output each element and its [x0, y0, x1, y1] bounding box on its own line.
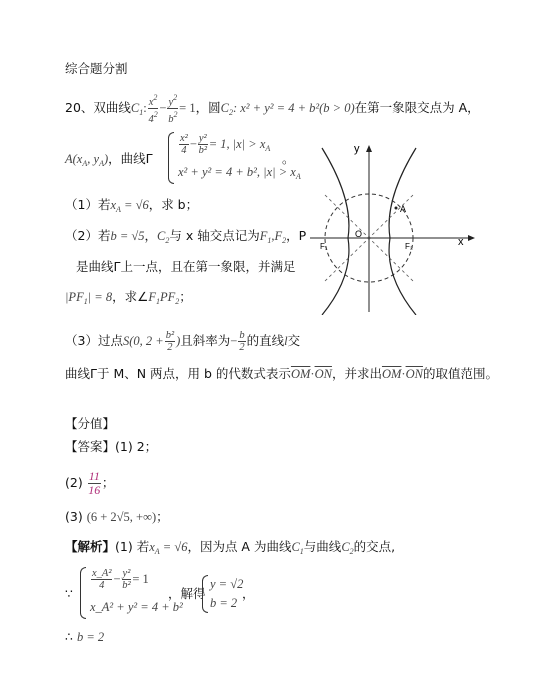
- system-eq-1: $\frac{\text{x\_A²}}{4}$ − $\frac{\text{y²}}{\text{b²}}$ = 1: [92, 568, 149, 591]
- c1-symbol: $C_1$: [130, 101, 144, 117]
- problem-number: 20、: [65, 100, 94, 115]
- c2-equation: : x² + y² = 4 + b²(b > 0): [232, 101, 355, 115]
- text: 双曲线: [93, 100, 131, 115]
- analysis-line-1: 【解析】(1) 若$x_A = √6$，因为点 A 为曲线$C_1$与曲线$C_2$的交点,: [65, 539, 396, 556]
- y-axis-label: y: [354, 143, 360, 155]
- system-eq-2: x_A² + y² = 4 + b²: [90, 600, 183, 614]
- question-1: （1）若$x_A = √6$，求 b；: [65, 197, 199, 214]
- section-title: 综合题分割: [65, 61, 128, 76]
- f1-label: F₁: [320, 242, 328, 251]
- result-brace: [202, 575, 208, 613]
- solve-text: ，解得: [168, 586, 206, 601]
- c2-symbol: $C_2$: [220, 101, 233, 117]
- result-comma: ，: [242, 586, 255, 601]
- conclusion-line: ∴ b = 2: [65, 629, 105, 644]
- f2-label: F₂: [405, 242, 413, 251]
- question-2-line-1: （2）若b = √5，$C_2$与 x 轴交点记为$F_1,F_2$，P: [65, 228, 307, 245]
- text: ，圆: [195, 100, 221, 115]
- c1-x-fraction: $\frac{x^2}{4^2}$: [148, 93, 158, 125]
- because-symbol: ∵: [65, 586, 73, 601]
- hyperbola-right-branch: [389, 148, 416, 315]
- curve-brace: [168, 132, 174, 184]
- problem-line-2: [65, 150, 153, 173]
- hyperbola-circle-figure: [310, 140, 480, 315]
- system-brace: [80, 567, 86, 619]
- c1-y-fraction: $\frac{y^2}{b^2}$: [168, 93, 178, 125]
- answer-line-1: 【答案】(1) 2；: [65, 439, 158, 454]
- result-1: y = √2: [210, 577, 244, 591]
- question-3-line-2: 曲线Γ于 M、N 两点，用 b 的代数式表示$\overline{OM}\cdot\overline{ON}$，并求出$\overline{OM}\cdot\overline{ON}$的取值范围。: [65, 366, 498, 381]
- y-axis-arrow: [366, 145, 372, 152]
- vector-om: $\overline{OM}$: [290, 367, 311, 381]
- period: 。: [282, 151, 295, 166]
- point-a: $A(x_A$, $y_A$): [65, 152, 109, 168]
- x-axis-arrow: [468, 235, 475, 241]
- answer-line-2: (2) $\frac{11}{16}$ ；: [65, 469, 115, 497]
- problem-line-1: 20、双曲线$C_1$: $\frac{x^2}{4^2}$ − $\frac{y^2}{b^2}$ = 1，圆$C_2$: x² + y² = 4 + b²(b > 0)在第一象限交点为 A，: [65, 93, 480, 125]
- question-2-line-3: $|PF_1| = 8$，求$\angle F_1PF_2$；: [65, 289, 192, 306]
- question-3-line-1: （3）过点S(0, 2 + $\frac{\text{b²}}{2}$ )且斜率为− $\frac{b}{2}$ 的直线l交: [65, 330, 301, 353]
- x-axis-label: x: [458, 236, 464, 248]
- text: ，曲线Γ: [108, 151, 153, 166]
- vector-on: $\overline{ON}$: [314, 367, 332, 381]
- hyperbola-left-branch: [322, 148, 349, 315]
- score-heading: 【分值】: [65, 416, 116, 431]
- point-a-dot: [395, 207, 398, 210]
- text: 在第一象限交点为 A，: [354, 100, 480, 115]
- curve-case-2: x² + y² = 4 + b², $|x| > x_A$: [178, 165, 301, 181]
- question-2-line-2: 是曲线Γ上一点，且在第一象限，并满足: [76, 259, 296, 274]
- curve-case-1: $\frac{\text{x²}}{4}$ − $\frac{\text{y²}}{\text{b²}}$ = 1, $|x| > x_A$: [180, 133, 271, 156]
- origin-label: O: [355, 229, 363, 239]
- c1-rhs: = 1: [179, 101, 196, 115]
- result-2: b = 2: [210, 596, 238, 610]
- point-a-label: A: [400, 204, 407, 214]
- answer-line-3: (3) (6 + 2√5, +∞)；: [65, 509, 169, 524]
